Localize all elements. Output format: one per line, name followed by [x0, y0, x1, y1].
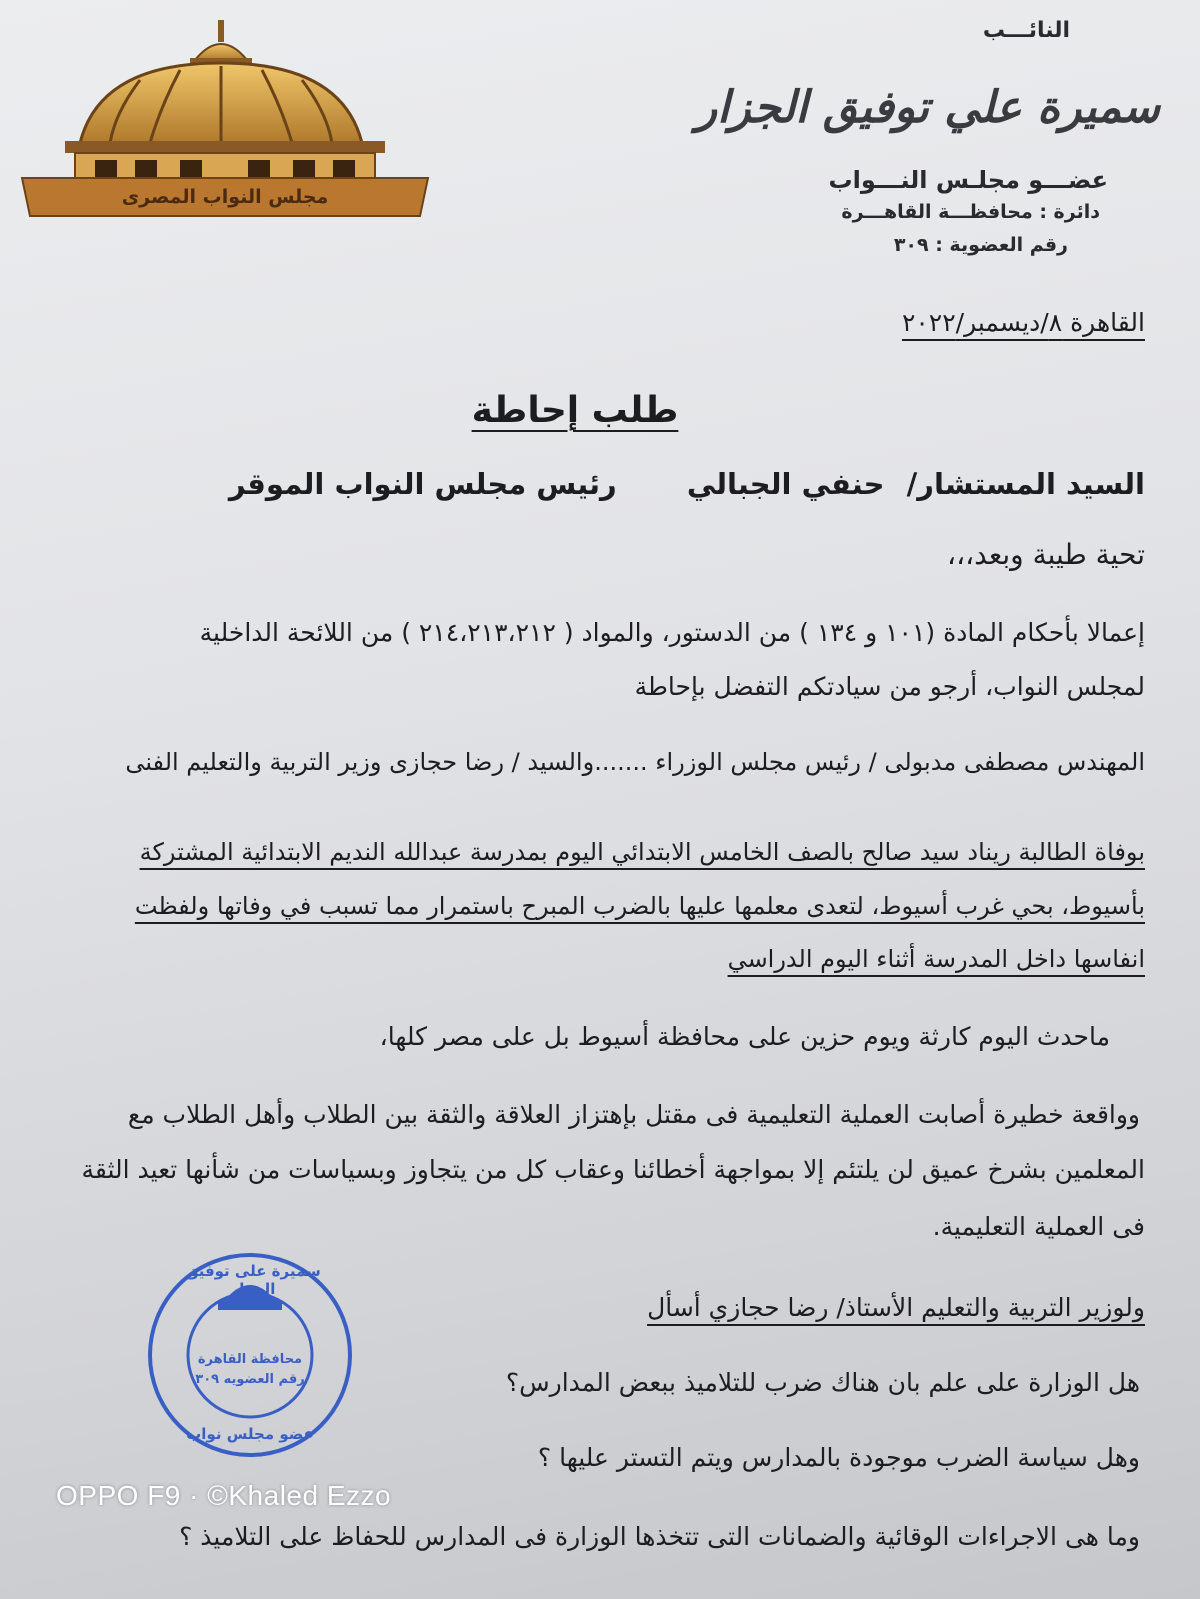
question-item: وهل سياسة الضرب موجودة بالمدارس ويتم التستر عليها ؟	[537, 1443, 1140, 1472]
stamp-inner-2: رقم العضويه ٣٠٩	[195, 1372, 305, 1387]
analysis-line: فى العملية التعليمية.	[932, 1212, 1145, 1241]
incident-line: بأسيوط، بحي غرب أسيوط، لتعدى معلمها عليها بالضرب المبرح باستمرار مما تسبب في وفاتها ولفظت	[134, 892, 1145, 920]
camera-watermark: OPPO F9 · ©Khaled Ezzo	[56, 1480, 392, 1511]
stamp-outer-top: سميرة على توفيق الجزار	[185, 1262, 321, 1298]
stamp-outer-bottom: عضو مجلس نواب	[186, 1425, 314, 1443]
letterhead-role: عضـــو مجلـس النـــواب	[828, 166, 1108, 194]
question-item: هل الوزارة على علم بان هناك ضرب للتلاميذ ببعض المدارس؟	[505, 1368, 1140, 1397]
intro-line: لمجلس النواب، أرجو من سيادتكم التفضل بإحاطة	[634, 672, 1145, 701]
addressee	[229, 467, 1145, 502]
letterhead-name: سميرة علي توفيق الجزار	[695, 82, 1160, 133]
analysis-line: المعلمين بشرخ عميق لن يلتئم إلا بمواجهة أخطائنا وعقاب كل من يتجاوز وبسياسات من شأنها تعيد الثقة	[81, 1155, 1145, 1184]
recipients-line: المهندس مصطفى مدبولى / رئيس مجلس الوزراء .......والسيد / رضا حجازى وزير التربية والتعليم الفنى	[125, 748, 1145, 776]
greeting: تحية طيبة وبعد،،،	[947, 538, 1145, 571]
letterhead-membership: رقم العضوية : ٣٠٩	[893, 234, 1068, 256]
letterhead-district: دائرة : محافظـــة القاهـــرة	[841, 201, 1100, 223]
question-intro: ولوزير التربية والتعليم الأستاذ/ رضا حجازي أسأل	[647, 1293, 1145, 1322]
addressee-name: حنفي الجبالي	[686, 467, 885, 501]
lament-line: ماحدث اليوم كارثة ويوم حزين على محافظة أسيوط بل على مصر كلها،	[379, 1022, 1110, 1051]
analysis-line: وواقعة خطيرة أصابت العملية التعليمية فى مقتل بإهتزاز العلاقة والثقة بين الطلاب وأهل الطلاب مع	[127, 1100, 1140, 1129]
addressee-position: رئيس مجلس النواب الموقر	[228, 467, 617, 501]
question-item: وما هى الاجراءات الوقائية والضمانات التى تتخذها الوزارة فى المدارس للحفاظ على التلاميذ ؟	[179, 1522, 1140, 1551]
stamp-inner-1: محافظة القاهرة	[197, 1352, 303, 1367]
letterhead-title: النائـــب	[982, 18, 1070, 43]
incident-line: انفاسها داخل المدرسة أثناء اليوم الدراسي	[727, 945, 1145, 973]
addressee-title: السيد المستشار/	[906, 467, 1145, 501]
incident-line: بوفاة الطالبة ريناد سيد صالح بالصف الخامس الابتدائي اليوم بمدرسة عبدالله النديم الابتدائية المشتركة	[139, 838, 1145, 866]
letter-date: القاهرة ٨/ديسمبر/٢٠٢٢	[901, 308, 1145, 337]
intro-line: إعمالا بأحكام المادة (١٠١ و ١٣٤ ) من الدستور، والمواد ( ٢١٤،٢١٣،٢١٢ ) من اللائحة الداخلية	[199, 618, 1145, 647]
logo-text: مجلس النواب المصرى	[121, 186, 329, 208]
letter-subject: طلب إحاطة	[471, 390, 679, 431]
